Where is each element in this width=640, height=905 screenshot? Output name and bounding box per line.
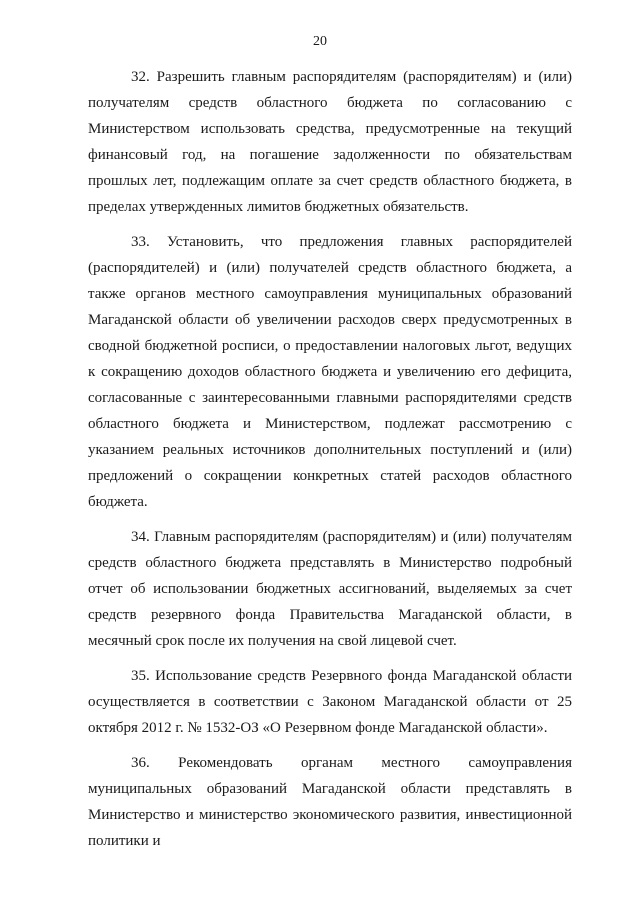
paragraph-33: 33. Установить, что предложения главных распорядителей (распорядителей) и (или) получателей средств областного бюджета, а также органов местного самоуправления муниципальных образований Магаданской области об увеличении расходов сверх предусмотренных в сводной бюджетной росписи, о предоставлении налоговых льгот, ведущих к сокращению доходов областного бюджета и увеличению его дефицита, согласованные с заинтересованными главными распорядителями средств областного бюджета и Министерством, подлежат рассмотрению с указанием реальных источников дополнительных поступлений и (или) предложений о сокращении конкретных статей расходов областного бюджета.	[88, 234, 572, 510]
paragraph-32: 32. Разрешить главным распорядителям (распорядителям) и (или) получателям средств областного бюджета по согласованию с Министерством использовать средства, предусмотренные на текущий финансовый год, на погашение задолженности по обязательствам прошлых лет, подлежащим оплате за счет средств областного бюджета, в пределах утвержденных лимитов бюджетных обязательств.	[88, 69, 572, 215]
page-number: 20	[313, 34, 327, 49]
paragraph-36: 36. Рекомендовать органам местного самоуправления муниципальных образований Магаданской области представлять в Министерство и министерство экономического развития, инвестиционной политики и	[88, 755, 572, 849]
paragraph-35: 35. Использование средств Резервного фонда Магаданской области осуществляется в соответствии с Законом Магаданской области от 25 октября 2012 г. № 1532-ОЗ «О Резервном фонде Магаданской области».	[88, 668, 572, 736]
document-body	[88, 64, 572, 863]
paragraph-34: 34. Главным распорядителям (распорядителям) и (или) получателям средств областного бюджета представлять в Министерство подробный отчет об использовании бюджетных ассигнований, выделяемых за счет средств резервного фонда Правительства Магаданской области, в месячный срок после их получения на свой лицевой счет.	[88, 529, 572, 649]
